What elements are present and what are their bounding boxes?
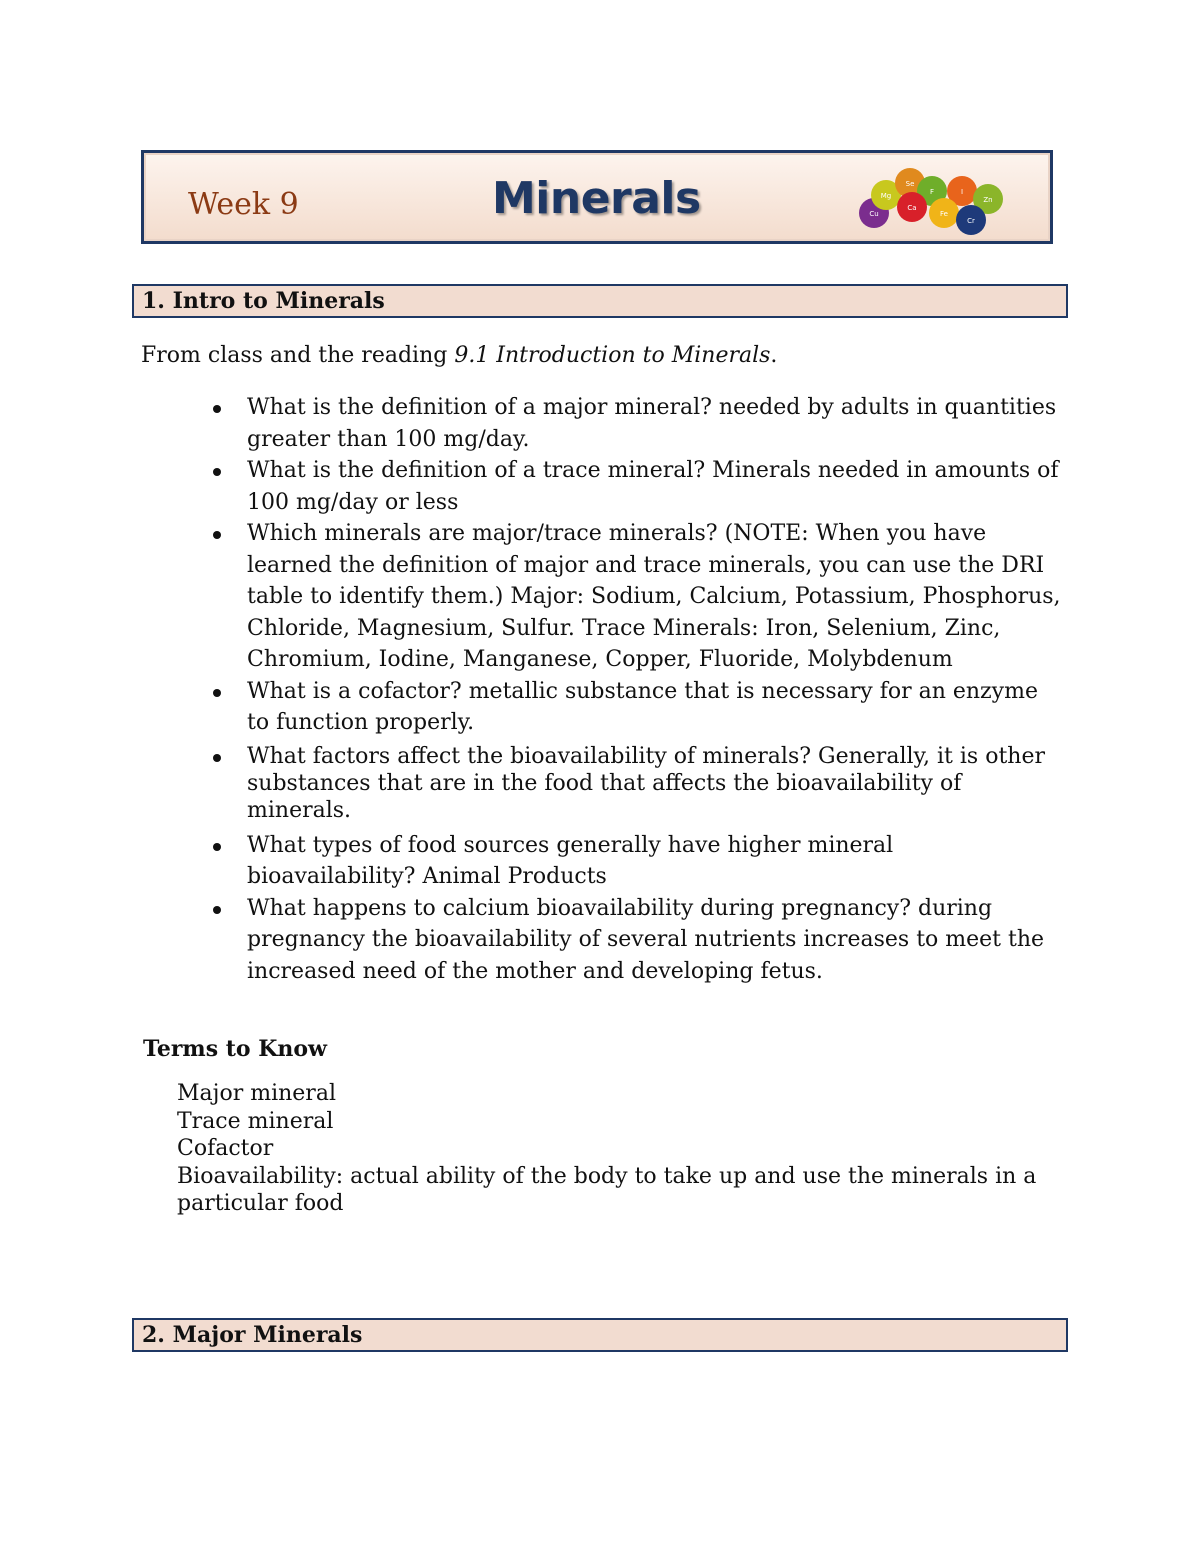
- term-line: particular food: [177, 1191, 344, 1216]
- term-line: Cofactor: [177, 1136, 274, 1161]
- list-item: What is the definition of a major mineral? needed by adults in quantities greater than 100 mg/day.: [247, 392, 1062, 455]
- week-banner: [141, 150, 1053, 244]
- section-heading-major: 2. Major Minerals: [132, 1318, 1068, 1352]
- element-symbol: Ca: [907, 204, 917, 212]
- element-symbol: F: [929, 188, 935, 196]
- element-symbol: I: [960, 188, 964, 196]
- element-symbol: Se: [905, 180, 915, 188]
- question-list: [247, 392, 1062, 987]
- term-line: Bioavailability: actual ability of the body to take up and use the minerals in a: [177, 1163, 1037, 1189]
- intro-suffix: .: [770, 343, 778, 368]
- term-line: Major mineral: [177, 1081, 336, 1106]
- list-item: What is a cofactor? metallic substance that is necessary for an enzyme to function properly.: [247, 676, 1062, 739]
- list-item: What happens to calcium bioavailability during pregnancy? during pregnancy the bioavailability of several nutrients increases to meet the increased need of the mother and developing fetus.: [247, 893, 1062, 988]
- element-symbol: Fe: [940, 210, 948, 218]
- section-heading-intro: 1. Intro to Minerals: [132, 284, 1068, 318]
- intro-prefix: From class and the reading: [141, 343, 455, 368]
- element-symbol: Zn: [983, 196, 993, 204]
- list-item: What types of food sources generally have higher mineral bioavailability? Animal Products: [247, 830, 1062, 893]
- terms-list: [177, 1080, 1057, 1218]
- terms-heading: Terms to Know: [143, 1036, 327, 1062]
- element-symbol: Cu: [869, 210, 879, 218]
- reading-reference: 9.1 Introduction to Minerals: [454, 343, 771, 368]
- list-item: What factors affect the bioavailability of minerals? Generally, it is other substances that are in the food that affects the bioavailability of minerals.: [247, 743, 1062, 824]
- list-item: What is the definition of a trace mineral? Minerals needed in amounts of 100 mg/day or less: [247, 455, 1062, 518]
- banner-title: Minerals: [492, 173, 701, 224]
- list-item: Which minerals are major/trace minerals? (NOTE: When you have learned the definition of major and trace minerals, you can use the DRI table to identify them.) Major: Sodium, Calcium, Potassium, Phosphorus, Chloride, Magnesium, Sulfur. Trace Minerals: Iron, Selenium, Zinc, Chromium, Iodine, Manganese, Copper, Fluoride, Molybdenum: [247, 518, 1062, 676]
- element-symbol: Mg: [880, 192, 892, 200]
- banner-week-label: Week 9: [188, 187, 299, 222]
- mineral-balls-icon: [854, 165, 1014, 237]
- element-symbol: Cr: [967, 217, 975, 225]
- intro-paragraph: [141, 340, 777, 372]
- term-line: Trace mineral: [177, 1108, 334, 1134]
